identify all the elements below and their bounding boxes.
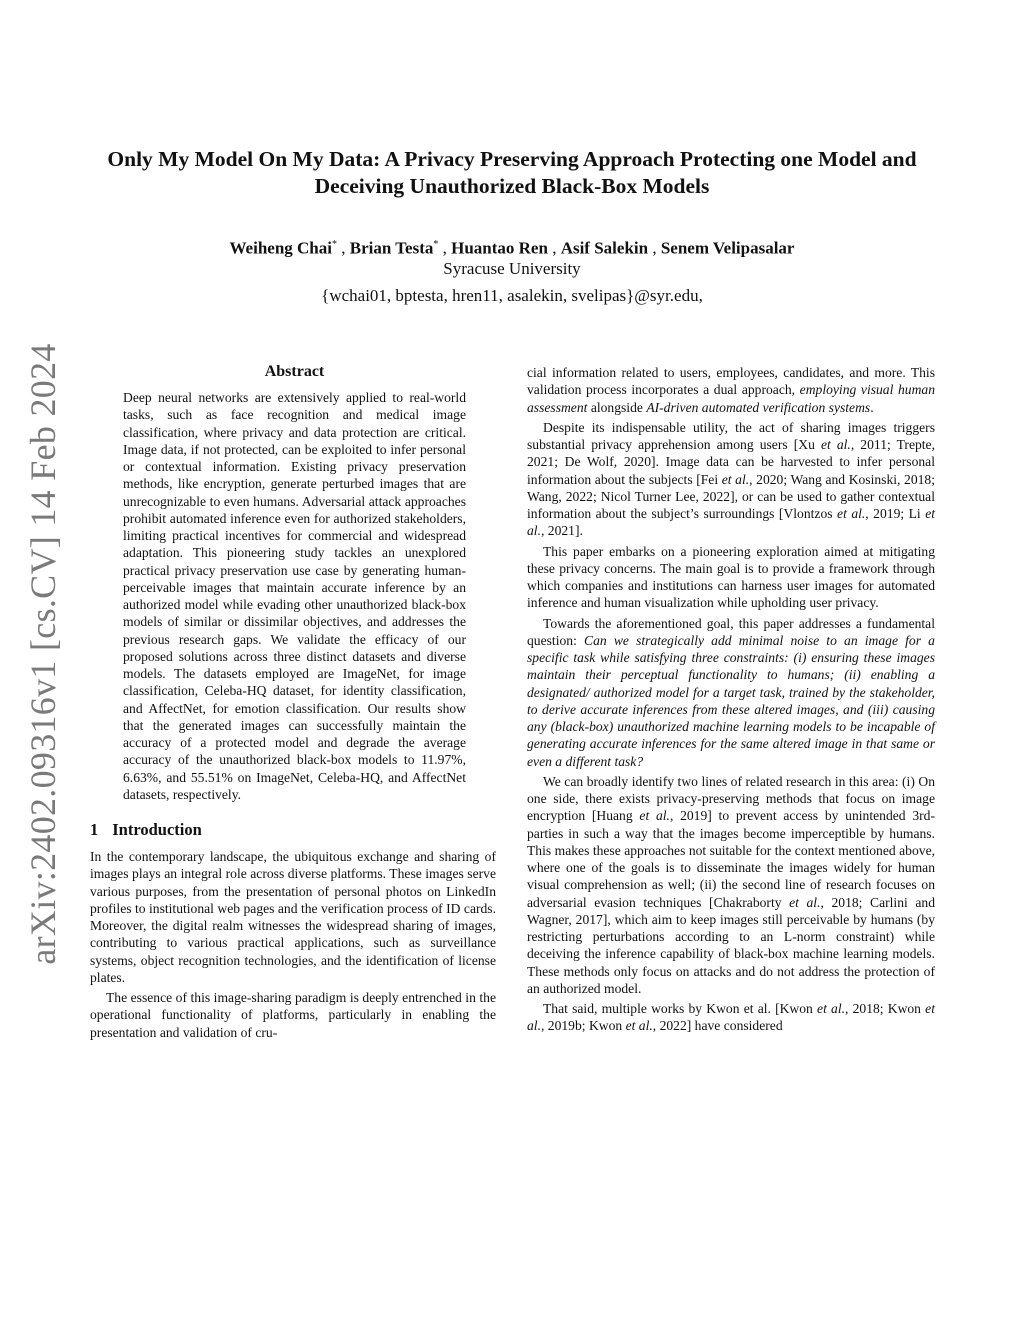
section-number: 1 — [90, 820, 99, 839]
right-column — [527, 364, 935, 1038]
intro-paragraph: In the contemporary landscape, the ubiquitous exchange and sharing of images plays an integral role across diverse platforms. These images serve various purposes, from the presentation of personal photos on LinkedIn profiles to institutional web pages and the verification process of ID cards. Moreover, the digital realm witnesses the widespread sharing of images, contributing to various practical applications, such as surveillance systems, object recognition technologies, and the identification of license plates. — [90, 849, 496, 985]
body-paragraph: That said, multiple works by Kwon et al. [Kwon et al., 2018; Kwon et al., 2019b; Kwon et al., 2022] have considered — [527, 1001, 935, 1034]
left-column — [90, 360, 496, 1044]
body-paragraph: cial information related to users, employees, candidates, and more. This validation process incorporates a dual approach, employing visual human assessment alongside AI-driven automated verification systems. — [527, 365, 936, 415]
author-name: Senem Velipasalar — [660, 238, 795, 258]
body-paragraph: Towards the aforementioned goal, this paper addresses a fundamental question: Can we strategically add minimal noise to an image for a specific task while satisfying three constraints: (i) ensuring these images maintain their perceptual functionality to humans; (ii) enabling a designated/ authorized model for a target task, trained by the stakeholder, to derive accurate inferences from these altered images, and (iii) causing any (black-box) unauthorized machine learning models to be incapable of generating accurate inferences for the same altered image in that same or even a different task? — [527, 615, 935, 769]
affiliation: Syracuse University — [443, 259, 581, 278]
body-paragraph: We can broadly identify two lines of related research in this area: (i) On one side, there exists privacy-preserving methods that focus on image encryption [Huang et al., 2019] to prevent access by unintended 3rd-parties in such a way that the images become imperceptible by humans. This makes these approaches not suitable for the context mentioned above, where one of the goals is to disseminate the images widely for human visual comprehension as well; (ii) the second line of research focuses on adversarial evasion techniques [Chakraborty et al., 2018; Carlini and Wagner, 2017], which aim to keep images still perceivable by humans (by restricting perturbations according to an L-norm constraint) while deceiving the inference capability of black-box machine learning models. These methods only focus on attacks and do not address the protection of an authorized model. — [527, 773, 935, 996]
author-name: Asif Salekin — [560, 238, 649, 258]
author-name: Brian Testa — [349, 238, 434, 258]
equal-contribution-mark: * — [332, 239, 337, 250]
author-name: Weiheng Chai — [229, 238, 332, 258]
section-title: Introduction — [112, 820, 202, 839]
section-heading-introduction — [90, 820, 496, 840]
abstract-section — [123, 362, 466, 803]
author-list: Weiheng Chai* , Brian Testa* , Huantao Ren , Asif Salekin , Senem Velipasalar — [229, 238, 795, 258]
author-name: Huantao Ren — [451, 238, 548, 258]
arxiv-identifier-stamp: arXiv:2402.09316v1 [cs.CV] 14 Feb 2024 — [23, 343, 63, 965]
abstract-text: Deep neural networks are extensively applied to real-world tasks, such as face recognition and medical image classification, where privacy and data protection are critical. Image data, if not protected, can be exploited to infer personal or contextual information. Existing privacy preservation methods, like encryption, generate perturbed images that are unrecognizable to even humans. Adversarial attack approaches prohibit automated inference even for authorized stakeholders, limiting practical incentives for commercial and widespread adaptation. This pioneering study tackles an unexplored practical privacy preservation use case by generating human-perceivable images that maintain accurate inference by an authorized model while evading other unauthorized black-box models of similar or dissimilar objectives, and addresses the previous research gaps. We validate the efficacy of our proposed solutions across three distinct datasets and diverse models. The datasets employed are ImageNet, for image classification, Celeba-HQ dataset, for identity classification, and AffectNet, for emotion classification. Our results show that the generated images can successfully maintain the accuracy of a protected model and degrade the average accuracy of the unauthorized black-box models to 11.97%, 6.63%, and 55.51% on ImageNet, Celeba-HQ, and AffectNet datasets, respectively. — [123, 390, 466, 802]
abstract-heading: Abstract — [264, 363, 325, 380]
author-emails: {wchai01, bptesta, hren11, asalekin, svelipas}@syr.edu, — [321, 286, 703, 305]
body-paragraph: This paper embarks on a pioneering exploration aimed at mitigating these privacy concerns. The main goal is to provide a framework through which companies and institutions can harness user images for automated inference and human visualization while upholding user privacy. — [527, 543, 935, 611]
body-paragraph: Despite its indispensable utility, the act of sharing images triggers substantial privacy apprehension among users [Xu et al., 2011; Trepte, 2021; De Wolf, 2020]. Image data can be harvested to infer personal information about the subjects [Fei et al., 2020; Wang and Kosinski, 2018; Wang, 2022; Nicol Turner Lee, 2022], or can be used to gather contextual information about the subject’s surroundings [Vlontzos et al., 2019; Li et al., 2021]. — [527, 419, 936, 539]
equal-contribution-mark: * — [433, 239, 439, 250]
intro-paragraph: The essence of this image-sharing paradigm is deeply entrenched in the operational functionality of platforms, particularly in enabling the presentation and validation of cru- — [90, 990, 496, 1040]
paper-title: Only My Model On My Data: A Privacy Preserving Approach Protecting one Model and Deceiving Unauthorized Black-Box Models — [107, 147, 917, 198]
